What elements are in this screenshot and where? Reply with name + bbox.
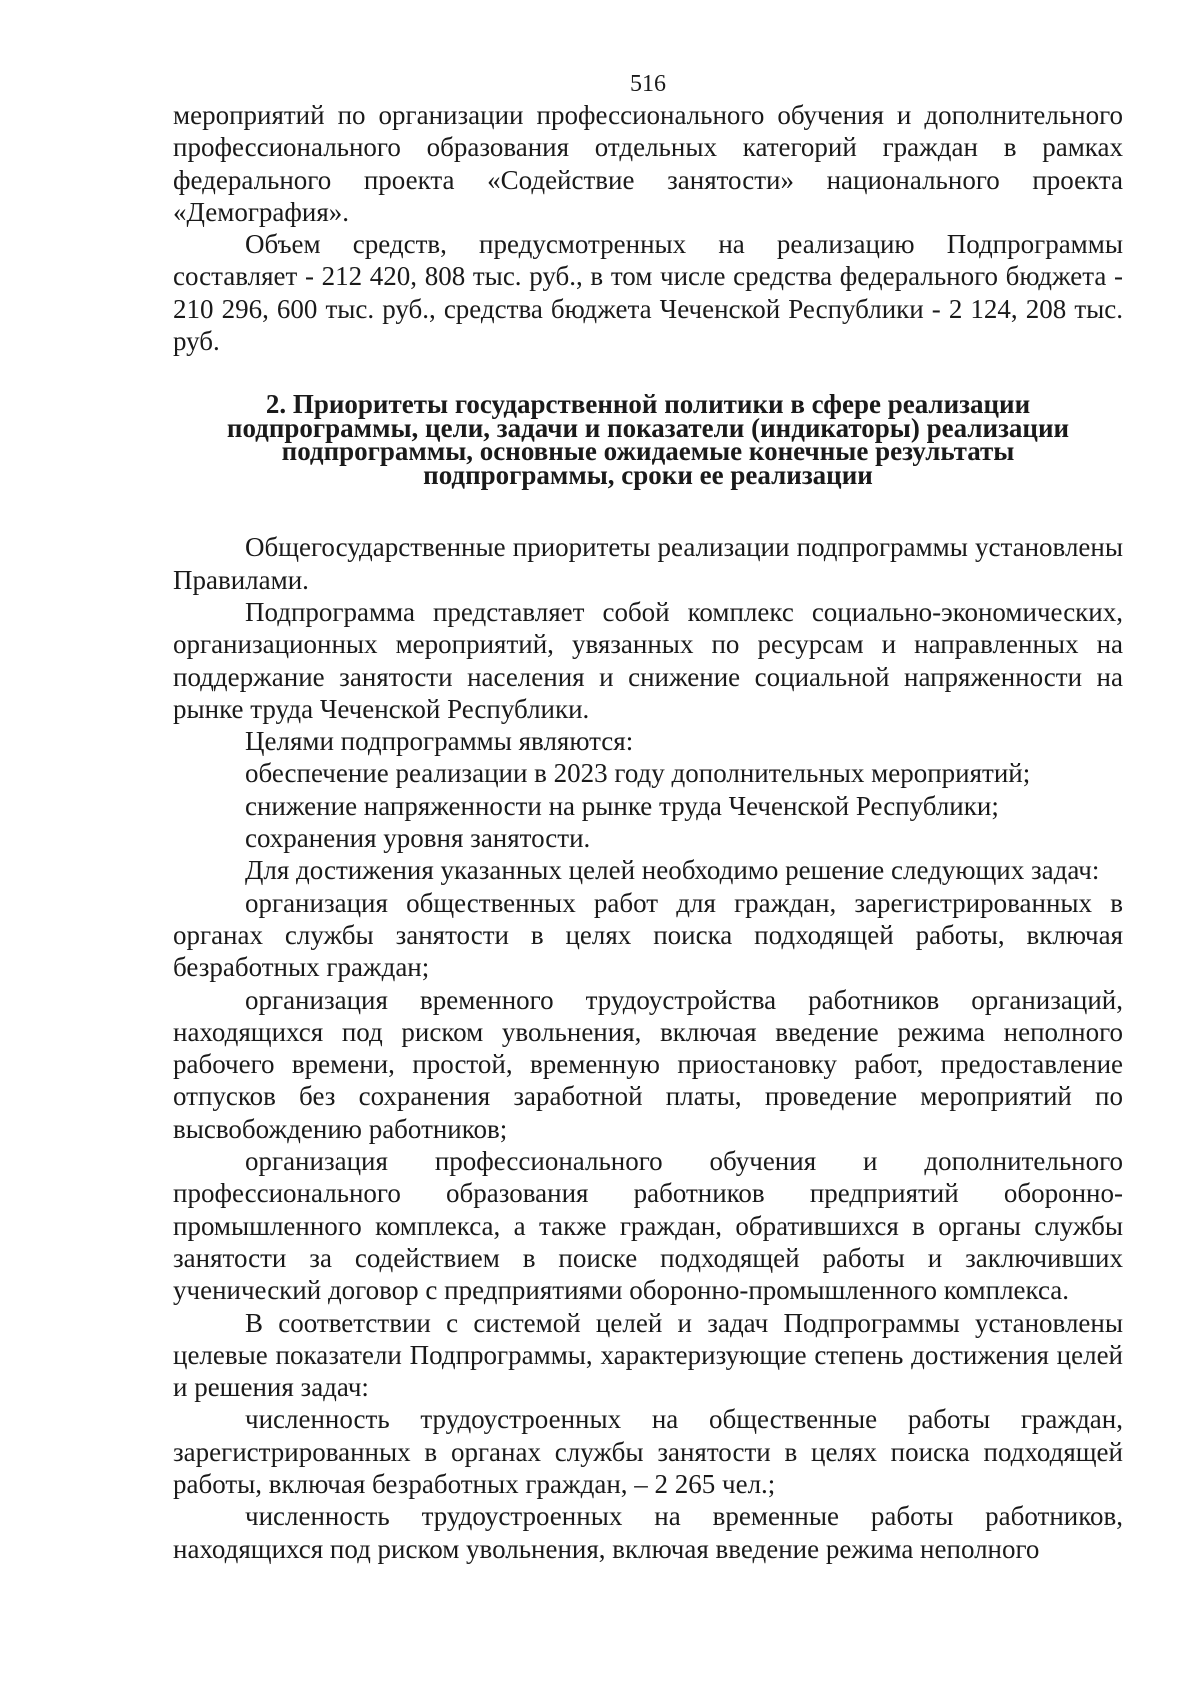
section-heading-line: подпрограммы, цели, задачи и показатели (индикаторы) реализации (226, 412, 1070, 443)
goal-item: сохранения уровня занятости. (245, 823, 591, 854)
goal-item: снижение напряженности на рынке труда Чеченской Республики; (245, 790, 999, 821)
document-page (173, 70, 1123, 1565)
body-paragraph: Подпрограмма представляет собой комплекс социально-экономических, организационных мероприятий, увязанных по ресурсам и направленных на поддержание занятости населения и снижение социальной напряженности на рынке труда Чеченской Республики. (173, 596, 1123, 724)
page-number: 516 (630, 71, 666, 97)
body-paragraph: Общегосударственные приоритеты реализации подпрограммы установлены Правилами. (173, 532, 1123, 595)
task-item: организация временного трудоустройства работников организаций, находящихся под риском увольнения, включая введение режима неполного рабочего времени, простой, временную приостановку работ, предоставление отпусков без сохранения заработной платы, проведение мероприятий по высвобождению работников; (173, 984, 1123, 1144)
indicator-item: численность трудоустроенных на общественные работы граждан, зарегистрированных в органах службы занятости в целях поиска подходящей работы, включая безработных граждан, – 2 265 чел.; (173, 1404, 1123, 1499)
goal-item: обеспечение реализации в 2023 году дополнительных мероприятий; (245, 758, 1031, 789)
task-item: организация общественных работ для граждан, зарегистрированных в органах службы занятости в целях поиска подходящей работы, включая безработных граждан; (173, 887, 1123, 983)
section-heading-line: 2. Приоритеты государственной политики в сфере реализации (265, 389, 1031, 420)
indicator-item: численность трудоустроенных на временные работы работников, находящихся под риском увольнения, включая введение режима неполного (173, 1501, 1123, 1564)
goals-intro: Целями подпрограммы являются: (245, 726, 634, 757)
intro-paragraph-2: Объем средств, предусмотренных на реализацию Подпрограммы составляет - 212 420, 808 тыс. руб., в том числе средства федерального бюджета - 210 296, 600 тыс. руб., средства бюджета Чеченской Республики - 2 124, 208 тыс. руб. (173, 229, 1123, 357)
tasks-intro: Для достижения указанных целей необходимо решение следующих задач: (245, 855, 1100, 886)
intro-paragraph-1: мероприятий по организации профессионального обучения и дополнительного профессионального образования отдельных категорий граждан в рамках федерального проекта «Содействие занятости» национального проекта «Демография». (173, 100, 1123, 227)
section-heading-line: подпрограммы, сроки ее реализации (423, 459, 873, 490)
indicators-intro: В соответствии с системой целей и задач Подпрограммы установлены целевые показатели Подпрограммы, характеризующие степень достижения целей и решения задач: (173, 1307, 1123, 1403)
section-heading-line: подпрограммы, основные ожидаемые конечные результаты (281, 436, 1015, 467)
section-heading (173, 389, 1123, 490)
task-item: организация профессионального обучения и дополнительного профессионального образования работников предприятий оборонно-промышленного комплекса, а также граждан, обратившихся в органы службы занятости за содействием в поиске подходящей работы и заключивших ученический договор с предприятиями оборонно-промышленного комплекса. (173, 1146, 1123, 1306)
